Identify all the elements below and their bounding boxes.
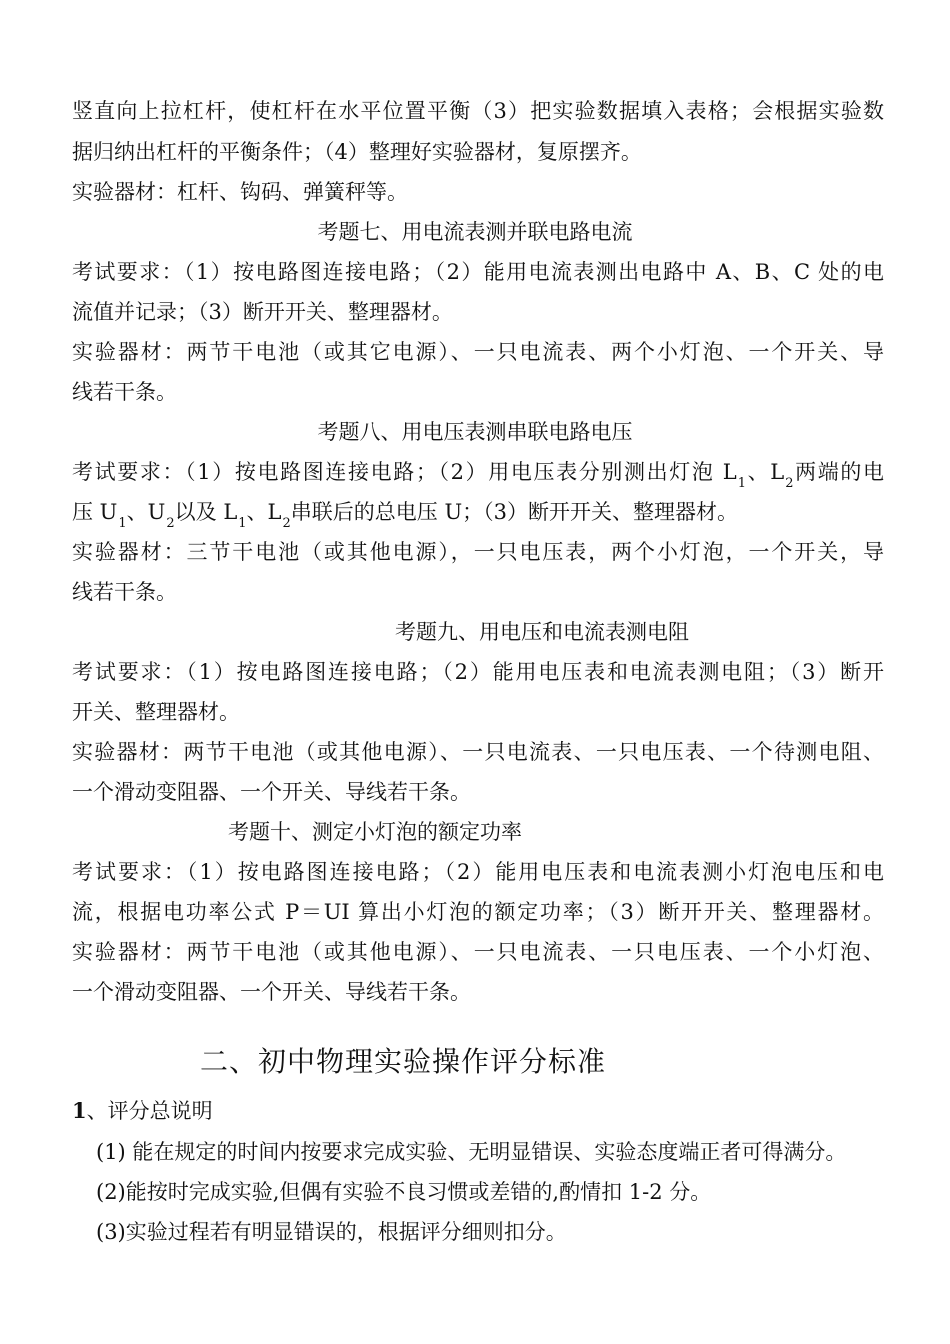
text-line: 考试要求：（1）按电路图连接电路；（2）能用电流表测出电路中 A、B、C 处的电	[72, 260, 884, 284]
text-line: 竖直向上拉杠杆，使杠杆在水平位置平衡（3）把实验数据填入表格；会根据实验数	[72, 99, 884, 123]
text-run: 压 U	[72, 500, 118, 524]
text-line: 考试要求：（1）按电路图连接电路；（2）能用电压表和电流表测电阻；（3）断开	[72, 660, 884, 684]
exam-title-7: 考题七、用电流表测并联电路电流	[317, 220, 633, 244]
subscript: 1	[118, 516, 127, 531]
list-item: (3)实验过程若有明显错误的，根据评分细则扣分。	[96, 1220, 567, 1244]
text-run: 两端的电	[793, 460, 885, 484]
exam-title-8: 考题八、用电压表测串联电路电压	[317, 420, 633, 444]
text-line: 一个滑动变阻器、一个开关、导线若干条。	[72, 980, 471, 1004]
text-line: 开关、整理器材。	[72, 700, 240, 724]
text-line: 流值并记录；（3）断开开关、整理器材。	[72, 300, 453, 324]
exam-title-10: 考题十、测定小灯泡的额定功率	[228, 820, 522, 844]
list-item: (2)能按时完成实验,但偶有实验不良习惯或差错的,酌情扣 1-2 分。	[96, 1180, 712, 1204]
text-line: 实验器材：两节干电池（或其他电源）、一只电流表、一只电压表、一个待测电阻、	[72, 740, 884, 764]
list-item: (1) 能在规定的时间内按要求完成实验、无明显错误、实验态度端正者可得满分。	[96, 1140, 847, 1164]
text-line: 线若干条。	[72, 380, 177, 404]
text-line: 实验器材：杠杆、钩码、弹簧秤等。	[72, 180, 408, 204]
text-run: 串联后的总电压 U；（3）断开开关、整理器材。	[290, 500, 739, 524]
text-line: 线若干条。	[72, 580, 177, 604]
text-line	[72, 497, 884, 531]
subscript: 1	[737, 476, 747, 491]
text-run: 、L	[746, 460, 785, 484]
subsection-label: 、评分总说明	[86, 1099, 213, 1123]
text-line: 实验器材：三节干电池（或其他电源），一只电压表，两个小灯泡，一个开关，导	[72, 540, 884, 564]
text-run: 以及 L	[174, 500, 238, 524]
text-line: 实验器材：两节干电池（或其他电源）、一只电流表、一只电压表、一个小灯泡、	[72, 940, 884, 964]
exam-title-9: 考题九、用电压和电流表测电阻	[395, 620, 689, 644]
text-run: 、L	[246, 500, 282, 524]
text-run: 考试要求：（1）按电路图连接电路；（2）用电压表分别测出灯泡 L	[72, 460, 737, 484]
subsection-number: 1	[72, 1098, 87, 1123]
subscript: 2	[166, 516, 175, 531]
subscript: 2	[785, 476, 794, 491]
text-line: 一个滑动变阻器、一个开关、导线若干条。	[72, 780, 471, 804]
text-line	[72, 457, 885, 491]
section-heading: 二、初中物理实验操作评分标准	[199, 1045, 606, 1078]
text-line: 考试要求：（1）按电路图连接电路；（2）能用电压表和电流表测小灯泡电压和电	[72, 860, 884, 884]
subscript: 1	[238, 516, 247, 531]
subscript: 2	[282, 516, 291, 531]
text-line: 实验器材：两节干电池（或其它电源）、一只电流表、两个小灯泡、一个开关、导	[72, 340, 884, 364]
text-run: 、U	[126, 500, 166, 524]
text-line: 流，根据电功率公式 P＝UI 算出小灯泡的额定功率；（3）断开开关、整理器材。	[72, 900, 884, 924]
text-line: 据归纳出杠杆的平衡条件；（4）整理好实验器材，复原摆齐。	[72, 140, 642, 164]
subsection-title	[72, 1096, 884, 1126]
